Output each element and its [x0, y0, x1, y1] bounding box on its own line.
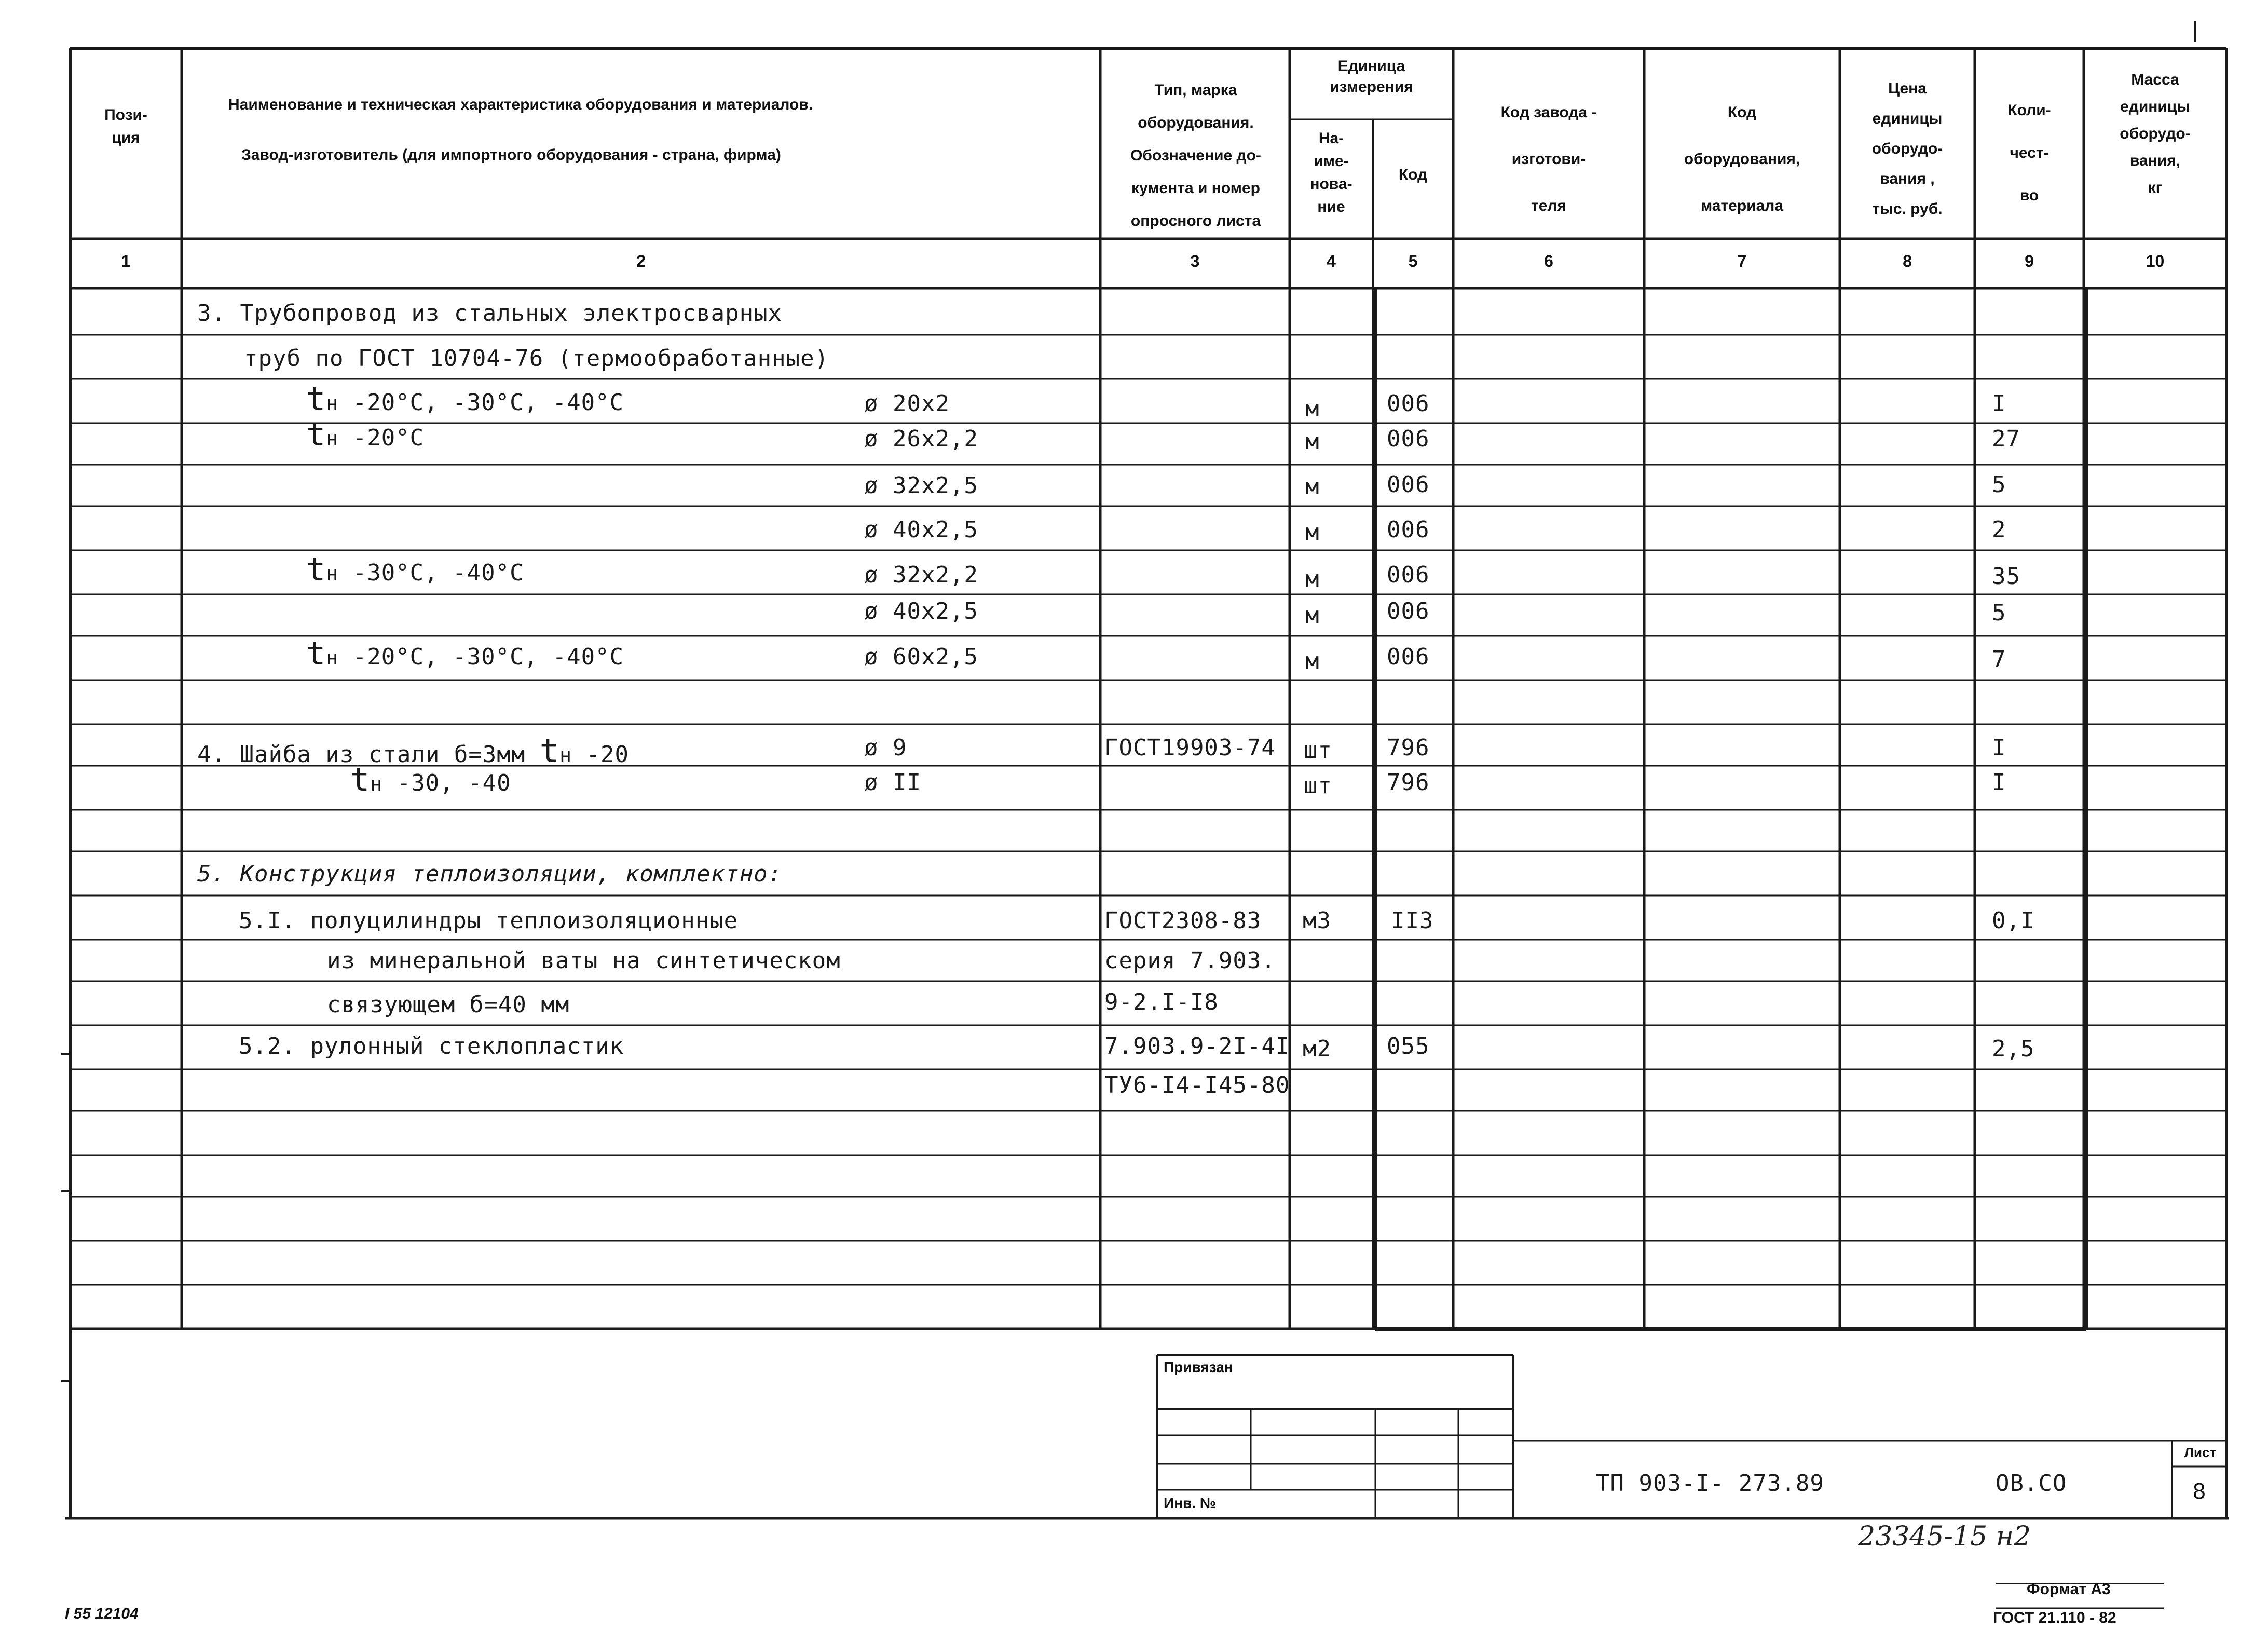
row-7-quantity: 35 [1992, 563, 2020, 590]
row-9-unit: м [1305, 648, 1320, 674]
row-12-name: 5. Конструкция теплоизоляции, комплектно: [197, 861, 783, 887]
row-7-temperature: tн -30°С, -40°С [306, 550, 524, 588]
row-2-name: труб по ГОСТ 10704-76 (термообработанные) [244, 345, 829, 372]
header-price: Цена единицы оборудо- вания , тыс. руб. [1871, 80, 1943, 218]
row-16-unit: м2 [1303, 1036, 1331, 1062]
stamp-doc-code: ОВ.СО [1996, 1470, 2067, 1497]
header-name-line2: Завод-изготовитель (для импортного оборудования - страна, фирма) [241, 146, 781, 164]
header-quantity: Коли- чест- во [2007, 102, 2051, 204]
row-6-quantity: 2 [1992, 517, 2006, 543]
handwritten-number: 23345-15 н2 [1858, 1521, 2031, 1552]
header-unit-group: Единица измерения [1330, 58, 1413, 96]
row-13-quantity: 0,I [1992, 907, 2035, 934]
row-5-diameter: ø 32х2,5 [864, 472, 978, 499]
row-16-quantity: 2,5 [1992, 1036, 2035, 1062]
col-number-7: 7 [1737, 252, 1747, 270]
standard-label: ГОСТ 21.110 - 82 [1993, 1609, 2116, 1626]
header-equipment-code: Код оборудования, материала [1684, 104, 1800, 214]
row-3-temperature: tн -20°С, -30°С, -40°С [306, 380, 624, 418]
row-10-unit-code: 796 [1387, 735, 1430, 761]
row-13-unit-code: II3 [1391, 907, 1434, 934]
row-10-document: ГОСТ19903-74 [1104, 735, 1276, 761]
row-7-unit-code: 006 [1387, 562, 1430, 588]
row-1-name: 3. Трубопровод из стальных электросварных [197, 300, 783, 327]
row-11-diameter: ø II [864, 769, 921, 796]
header-type: Тип, марка оборудования. Обозначение до- кумента и номер опросного листа [1130, 82, 1261, 229]
col-number-8: 8 [1903, 252, 1912, 270]
row-13-document: ГОСТ2308-83 [1104, 907, 1262, 934]
row-9-diameter: ø 60х2,5 [864, 644, 978, 670]
row-10-unit: шт [1304, 737, 1332, 764]
header-name-line1: Наименование и техническая характеристика оборудования и материалов. [228, 96, 813, 113]
header-unit-code: Код [1398, 166, 1428, 183]
row-8-quantity: 5 [1992, 600, 2006, 626]
row-11-unit-code: 796 [1387, 769, 1430, 796]
row-11-unit: шт [1304, 772, 1332, 799]
row-4-temperature: tн -20°С [306, 415, 425, 453]
stamp-sheet-label: Лист [2184, 1445, 2217, 1460]
row-5-quantity: 5 [1992, 471, 2006, 498]
header-factory-code: Код завода - изготови- теля [1500, 104, 1597, 214]
bottom-left-number: I 55 12104 [65, 1605, 139, 1622]
col-number-6: 6 [1544, 252, 1553, 270]
row-7-unit: м [1305, 566, 1320, 592]
format-label: Формат А3 [2027, 1581, 2111, 1598]
stamp-sheet-number: 8 [2193, 1478, 2206, 1504]
row-6-unit-code: 006 [1387, 517, 1430, 543]
row-14-name: из минеральной ваты на синтетическом [327, 947, 841, 974]
col-number-3: 3 [1190, 252, 1200, 270]
row-8-unit-code: 006 [1387, 598, 1430, 624]
row-3-diameter: ø 20х2 [864, 390, 950, 417]
header-position: Пози- ция [104, 106, 147, 146]
col-number-9: 9 [2025, 252, 2034, 270]
col-number-2: 2 [636, 252, 646, 270]
row-6-diameter: ø 40х2,5 [864, 517, 978, 543]
row-10-diameter: ø 9 [864, 735, 907, 761]
row-15-name: связующем б=40 мм [327, 992, 570, 1018]
row-3-unit: м [1305, 396, 1320, 422]
stamp-inventory-number: Инв. № [1164, 1495, 1217, 1511]
col-number-10: 10 [2146, 252, 2165, 270]
header-unit-name: На- име- нова- ние [1310, 130, 1352, 215]
row-8-unit: м [1305, 602, 1320, 629]
row-16-name: 5.2. рулонный стеклопластик [239, 1033, 624, 1060]
row-4-unit: м [1305, 428, 1320, 455]
row-4-diameter: ø 26х2,2 [864, 426, 978, 452]
row-10-name: 4. Шайба из стали б=3мм tн -20 [197, 732, 629, 770]
row-3-quantity: I [1992, 390, 2006, 417]
col-number-4: 4 [1327, 252, 1336, 270]
row-16-document: 7.903.9-2I-4I [1104, 1033, 1290, 1060]
stamp-privyazan: Привязан [1164, 1359, 1233, 1375]
stamp-designation: ТП 903-I- 273.89 [1596, 1470, 1824, 1497]
row-4-unit-code: 006 [1387, 426, 1430, 452]
col-number-5: 5 [1408, 252, 1418, 270]
row-3-unit-code: 006 [1387, 390, 1430, 417]
col-number-1: 1 [121, 252, 131, 270]
row-14-document: серия 7.903. [1104, 947, 1276, 974]
header-mass: Масса единицы оборудо- вания, кг [2120, 71, 2191, 196]
row-10-quantity: I [1992, 735, 2006, 761]
row-9-temperature: tн -20°С, -30°С, -40°С [306, 634, 624, 672]
row-5-unit: м [1305, 473, 1320, 500]
row-13-unit: м3 [1303, 907, 1331, 934]
row-15-document: 9-2.I-I8 [1104, 989, 1219, 1015]
row-11-temperature: tн -30, -40 [350, 761, 511, 798]
row-11-quantity: I [1992, 769, 2006, 796]
row-17-document: ТУ6-I4-I45-80 [1104, 1072, 1290, 1098]
row-13-name: 5.I. полуцилиндры теплоизоляционные [239, 907, 739, 934]
row-5-unit-code: 006 [1387, 471, 1430, 498]
row-9-quantity: 7 [1992, 646, 2006, 673]
row-16-unit-code: 055 [1387, 1033, 1430, 1060]
row-9-unit-code: 006 [1387, 644, 1430, 670]
row-8-diameter: ø 40х2,5 [864, 598, 978, 624]
row-7-diameter: ø 32х2,2 [864, 562, 978, 588]
row-4-quantity: 27 [1992, 426, 2020, 452]
row-6-unit: м [1305, 519, 1320, 546]
